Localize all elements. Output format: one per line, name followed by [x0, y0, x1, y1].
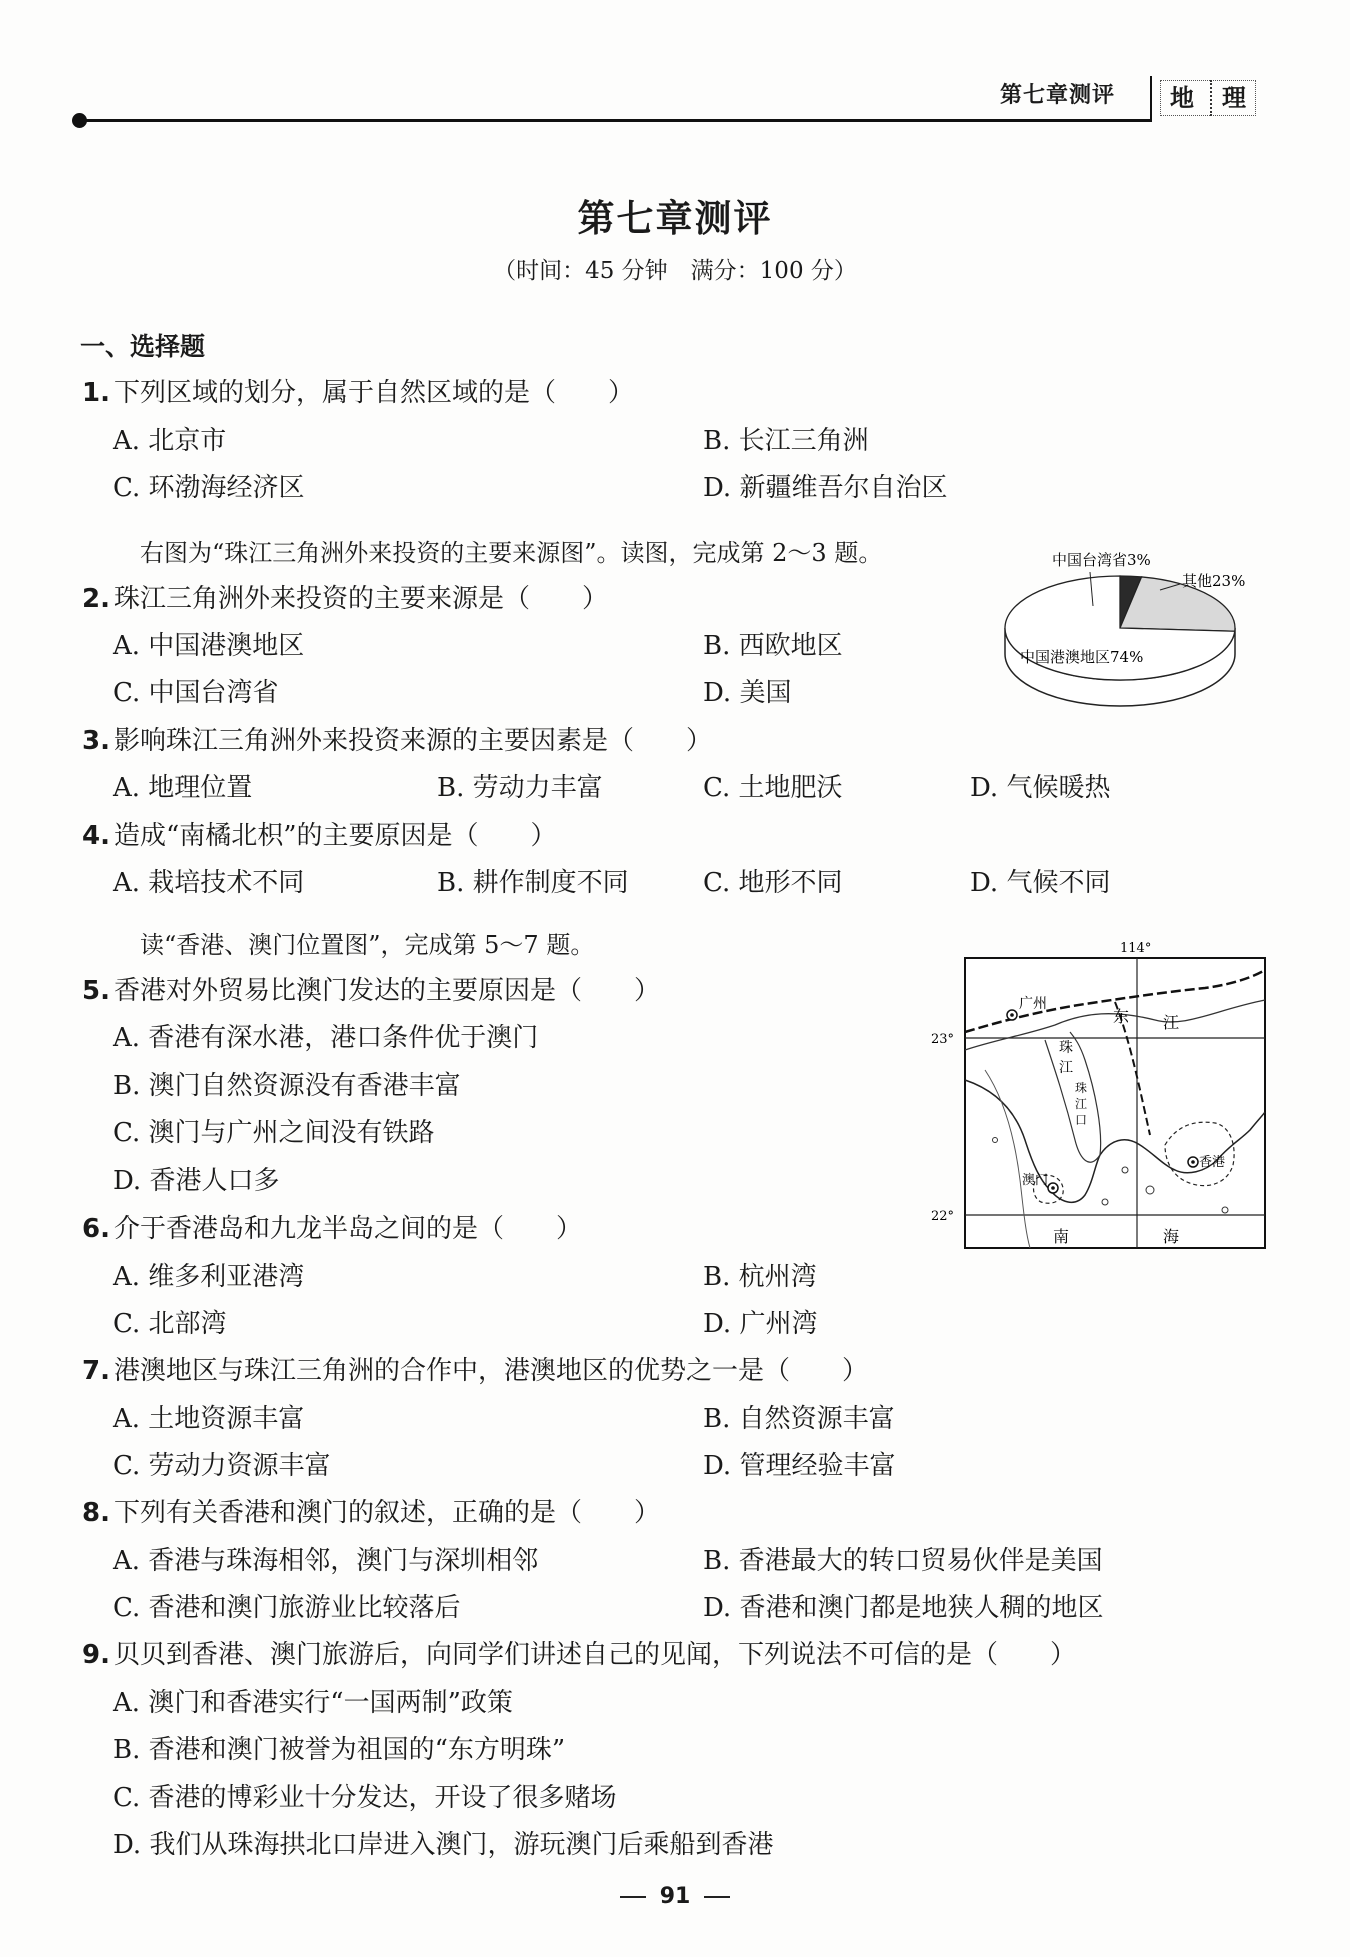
map-label-hongkong: 香港 [1199, 1155, 1226, 1170]
header-rule [78, 119, 1150, 122]
question-text: 造成“南橘北枳”的主要原因是（ ） [113, 821, 557, 851]
question-number: 6. [82, 1214, 110, 1244]
q6-option-d[interactable]: D. 广州湾 [703, 1309, 818, 1339]
header-chapter-label: 第七章测评 [1000, 83, 1116, 108]
q4-option-d[interactable]: D. 气候不同 [970, 868, 1111, 898]
q7-option-d[interactable]: D. 管理经验丰富 [703, 1451, 896, 1481]
q9-option-b[interactable]: B. 香港和澳门被誉为祖国的“东方明珠” [113, 1735, 566, 1765]
question-1 [82, 372, 634, 409]
q3-option-d[interactable]: D. 气候暖热 [970, 773, 1111, 803]
q1-option-a[interactable]: A. 北京市 [113, 426, 227, 456]
question-number: 3. [82, 726, 110, 756]
map-label-kou: 口 [1075, 1113, 1088, 1127]
q1-option-b[interactable]: B. 长江三角洲 [703, 426, 869, 456]
question-number: 5. [82, 976, 110, 1006]
q2-option-a[interactable]: A. 中国港澳地区 [113, 631, 305, 661]
question-8 [82, 1492, 660, 1529]
q9-option-c[interactable]: C. 香港的博彩业十分发达，开设了很多赌场 [113, 1783, 617, 1813]
q5-option-b[interactable]: B. 澳门自然资源没有香港丰富 [113, 1071, 461, 1101]
map-label-jiang: 江 [1163, 1013, 1180, 1032]
map-city-marker-dot [1010, 1013, 1014, 1017]
question-number: 8. [82, 1498, 110, 1528]
pie-label-other: 其他23% [1182, 572, 1246, 590]
question-number: 2. [82, 584, 110, 614]
q3-option-a[interactable]: A. 地理位置 [113, 773, 253, 803]
reading-intro-2-3: 右图为“珠江三角洲外来投资的主要来源图”。读图，完成第 2～3 题。 [140, 539, 883, 567]
q1-option-d[interactable]: D. 新疆维吾尔自治区 [703, 473, 948, 503]
page-number: 91 [659, 1884, 691, 1909]
q8-option-d[interactable]: D. 香港和澳门都是地狭人稠的地区 [703, 1593, 1104, 1623]
pie-label-taiwan: 中国台湾省3% [1052, 551, 1151, 569]
map-label-zhu: 珠 [1059, 1040, 1073, 1056]
pie-label-hk-macao: 中国港澳地区74% [1020, 648, 1144, 666]
map-city-marker-dot [1191, 1160, 1195, 1164]
q8-option-a[interactable]: A. 香港与珠海相邻，澳门与深圳相邻 [113, 1546, 539, 1576]
q6-option-c[interactable]: C. 北部湾 [113, 1309, 227, 1339]
header-subject-char-2: 理 [1210, 80, 1256, 116]
question-text: 介于香港岛和九龙半岛之间的是（ ） [113, 1214, 582, 1244]
investment-source-pie-figure [970, 540, 1270, 720]
question-text: 影响珠江三角洲外来投资来源的主要因素是（ ） [113, 726, 712, 756]
question-text: 贝贝到香港、澳门旅游后，向同学们讲述自己的见闻，下列说法不可信的是（ ） [113, 1640, 1076, 1670]
map-label-dong: 东 [1113, 1007, 1130, 1026]
question-5 [82, 970, 660, 1007]
header-subject-box [1160, 80, 1256, 116]
page-title: 第七章测评 [577, 197, 773, 240]
question-text: 珠江三角洲外来投资的主要来源是（ ） [113, 584, 608, 614]
q9-option-a[interactable]: A. 澳门和香港实行“一国两制”政策 [113, 1688, 513, 1718]
page-footer [0, 1884, 1350, 1909]
map-lat-top-label: 23° [931, 1032, 955, 1047]
question-9 [82, 1634, 1076, 1671]
map-label-guangzhou: 广州 [1019, 996, 1047, 1012]
q7-option-a[interactable]: A. 土地资源丰富 [113, 1404, 305, 1434]
question-number: 7. [82, 1356, 110, 1386]
q4-option-b[interactable]: B. 耕作制度不同 [437, 868, 629, 898]
question-number: 1. [82, 378, 110, 408]
q7-option-b[interactable]: B. 自然资源丰富 [703, 1404, 895, 1434]
q6-option-a[interactable]: A. 维多利亚港湾 [113, 1262, 305, 1292]
map-label-jiang-2: 江 [1059, 1060, 1073, 1076]
map-label-hai: 海 [1163, 1227, 1180, 1246]
question-7 [82, 1350, 868, 1387]
q7-option-c[interactable]: C. 劳动力资源丰富 [113, 1451, 331, 1481]
map-city-marker-dot [1051, 1186, 1055, 1190]
question-number: 9. [82, 1640, 110, 1670]
map-label-macao: 澳门 [1022, 1173, 1049, 1188]
question-text: 下列有关香港和澳门的叙述，正确的是（ ） [113, 1498, 660, 1528]
question-2 [82, 578, 608, 615]
map-label-zhu-2: 珠 [1075, 1081, 1088, 1095]
q6-option-b[interactable]: B. 杭州湾 [703, 1262, 817, 1292]
question-text: 下列区域的划分，属于自然区域的是（ ） [113, 378, 634, 408]
q4-option-c[interactable]: C. 地形不同 [703, 868, 843, 898]
exam-info: （时间：45 分钟 满分：100 分） [493, 258, 857, 284]
question-3 [82, 720, 712, 757]
q2-option-d[interactable]: D. 美国 [703, 678, 792, 708]
q1-option-c[interactable]: C. 环渤海经济区 [113, 473, 305, 503]
map-lat-bottom-label: 22° [931, 1209, 955, 1224]
header-subject-char-1: 地 [1170, 84, 1194, 112]
q3-option-b[interactable]: B. 劳动力丰富 [437, 773, 603, 803]
map-frame [965, 958, 1265, 1248]
q5-option-d[interactable]: D. 香港人口多 [113, 1166, 280, 1196]
reading-intro-5-7: 读“香港、澳门位置图”，完成第 5～7 题。 [140, 931, 595, 959]
q8-option-c[interactable]: C. 香港和澳门旅游业比较落后 [113, 1593, 461, 1623]
q2-option-c[interactable]: C. 中国台湾省 [113, 678, 279, 708]
q5-option-a[interactable]: A. 香港有深水港，港口条件优于澳门 [113, 1023, 539, 1053]
map-label-nan: 南 [1053, 1227, 1070, 1246]
section-heading: 一、选择题 [80, 332, 206, 361]
question-6 [82, 1208, 582, 1245]
q3-option-c[interactable]: C. 土地肥沃 [703, 773, 843, 803]
header-separator [1150, 76, 1152, 122]
map-label-jiang-3: 江 [1075, 1097, 1088, 1111]
hk-macao-location-map [925, 940, 1270, 1258]
question-text: 香港对外贸易比澳门发达的主要原因是（ ） [113, 976, 660, 1006]
q9-option-d[interactable]: D. 我们从珠海拱北口岸进入澳门，游玩澳门后乘船到香港 [113, 1830, 774, 1860]
question-4 [82, 815, 557, 852]
q5-option-c[interactable]: C. 澳门与广州之间没有铁路 [113, 1118, 435, 1148]
question-text: 港澳地区与珠江三角洲的合作中，港澳地区的优势之一是（ ） [113, 1356, 868, 1386]
question-number: 4. [82, 821, 110, 851]
q2-option-b[interactable]: B. 西欧地区 [703, 631, 843, 661]
q4-option-a[interactable]: A. 栽培技术不同 [113, 868, 305, 898]
q8-option-b[interactable]: B. 香港最大的转口贸易伙伴是美国 [703, 1546, 1103, 1576]
map-lon-label: 114° [1120, 941, 1152, 956]
